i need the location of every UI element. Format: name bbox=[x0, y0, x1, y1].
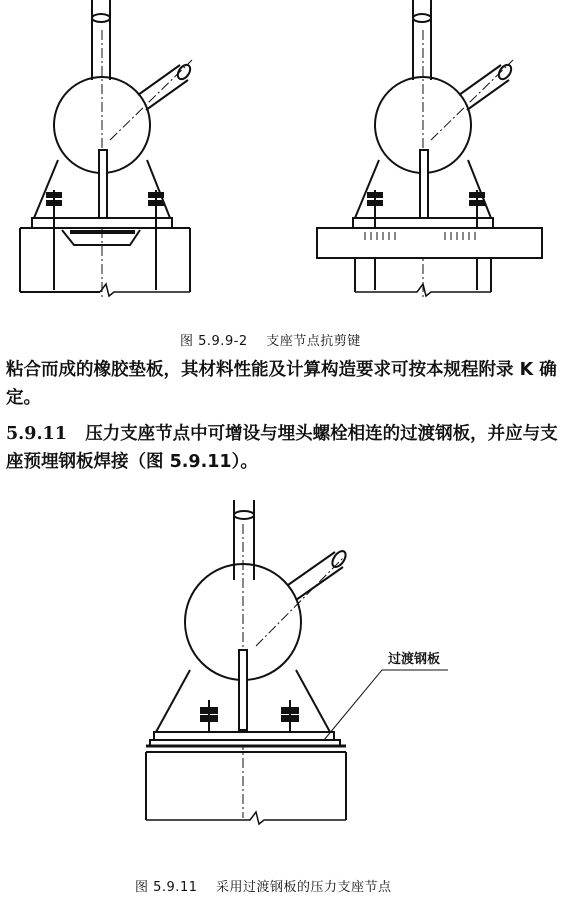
caption-title: 采用过渡钢板的压力支座节点 bbox=[216, 880, 392, 895]
paragraph-5-9-11 bbox=[6, 420, 566, 476]
caption-number: 图 5.9.9-2 bbox=[180, 334, 248, 349]
figure-caption-5-9-11 bbox=[135, 876, 392, 895]
figure-shear-key-left bbox=[10, 0, 200, 310]
transition-plate-label: 过渡钢板 bbox=[388, 652, 441, 667]
paragraph-text: 压力支座节点中可增设与埋头螺栓相连的过渡钢板，并应与支座预埋钢板焊接（图 5.9.11）。 bbox=[6, 424, 558, 472]
clause-number: 5.9.11 bbox=[6, 424, 67, 444]
paragraph-rubber-pad bbox=[6, 356, 566, 412]
figure-caption-5-9-9-2 bbox=[180, 330, 361, 349]
figure-shear-key-right bbox=[305, 0, 555, 310]
caption-title: 支座节点抗剪键 bbox=[266, 334, 361, 349]
caption-number: 图 5.9.11 bbox=[135, 880, 198, 895]
figure-transition-plate bbox=[130, 500, 490, 860]
paragraph-text: 粘合而成的橡胶垫板，其材料性能及计算构造要求可按本规程附录 K 确定。 bbox=[6, 360, 557, 408]
